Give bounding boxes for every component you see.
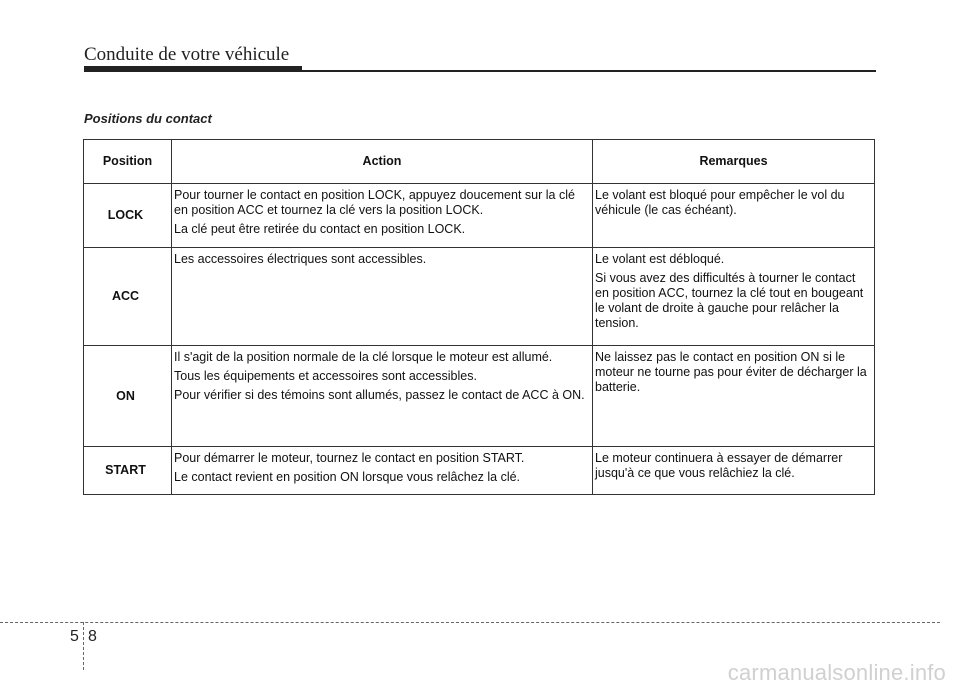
action-text: Les accessoires électriques sont accessibles. [174, 252, 427, 266]
position-cell: ACC [84, 248, 172, 346]
table-row-on [84, 346, 875, 447]
action-text: La clé peut être retirée du contact en position LOCK. [174, 222, 466, 236]
remarks-text: Le volant est bloqué pour empêcher le vol du véhicule (le cas échéant). [595, 188, 845, 217]
action-text: Pour vérifier si des témoins sont allumés, passez le contact de ACC à ON. [174, 388, 585, 402]
position-cell: ON [84, 346, 172, 447]
remarks-text: Le volant est débloqué. [595, 252, 725, 266]
action-cell [172, 248, 593, 346]
action-text: Pour démarrer le moteur, tournez le contact en position START. [174, 451, 525, 465]
action-cell [172, 447, 593, 495]
header-rule-thick [84, 66, 302, 72]
column-header-position: Position [84, 140, 172, 184]
table-header-row [84, 140, 875, 184]
position-cell: START [84, 447, 172, 495]
remarks-cell [593, 248, 875, 346]
footer-dashed-rule [0, 622, 940, 623]
position-cell: LOCK [84, 184, 172, 248]
action-text: Le contact revient en position ON lorsque vous relâchez la clé. [174, 470, 521, 484]
watermark: carmanualsonline.info [727, 660, 946, 685]
remarks-cell [593, 184, 875, 248]
action-text: Pour tourner le contact en position LOCK, appuyez doucement sur la clé en position ACC et tournez la clé vers la position LOCK. [174, 188, 575, 217]
header-rule-thin [300, 70, 876, 72]
action-text: Tous les équipements et accessoires sont accessibles. [174, 369, 477, 383]
page-section-number: 5 [70, 628, 79, 645]
remarks-text: Le moteur continuera à essayer de démarrer jusqu'à ce que vous relâchiez la clé. [595, 451, 843, 480]
action-cell [172, 346, 593, 447]
page-number: 8 [88, 628, 97, 645]
column-header-remarks: Remarques [593, 140, 875, 184]
table-row-start [84, 447, 875, 495]
remarks-cell [593, 447, 875, 495]
action-cell [172, 184, 593, 248]
ignition-positions-table [83, 139, 875, 495]
remarks-text: Si vous avez des difficultés à tourner le contact en position ACC, tournez la clé tout en bougeant le volant de droite à gauche pour relâcher la tension. [595, 271, 864, 330]
remarks-text: Ne laissez pas le contact en position ON si le moteur ne tourne pas pour éviter de décharger la batterie. [595, 350, 867, 394]
footer-dashed-divider [83, 622, 84, 670]
table-row-lock [84, 184, 875, 248]
table-row-acc [84, 248, 875, 346]
column-header-action: Action [172, 140, 593, 184]
section-title: Positions du contact [84, 111, 212, 126]
remarks-cell [593, 346, 875, 447]
page-header-title: Conduite de votre véhicule [84, 44, 290, 65]
action-text: Il s'agit de la position normale de la clé lorsque le moteur est allumé. [174, 350, 553, 364]
